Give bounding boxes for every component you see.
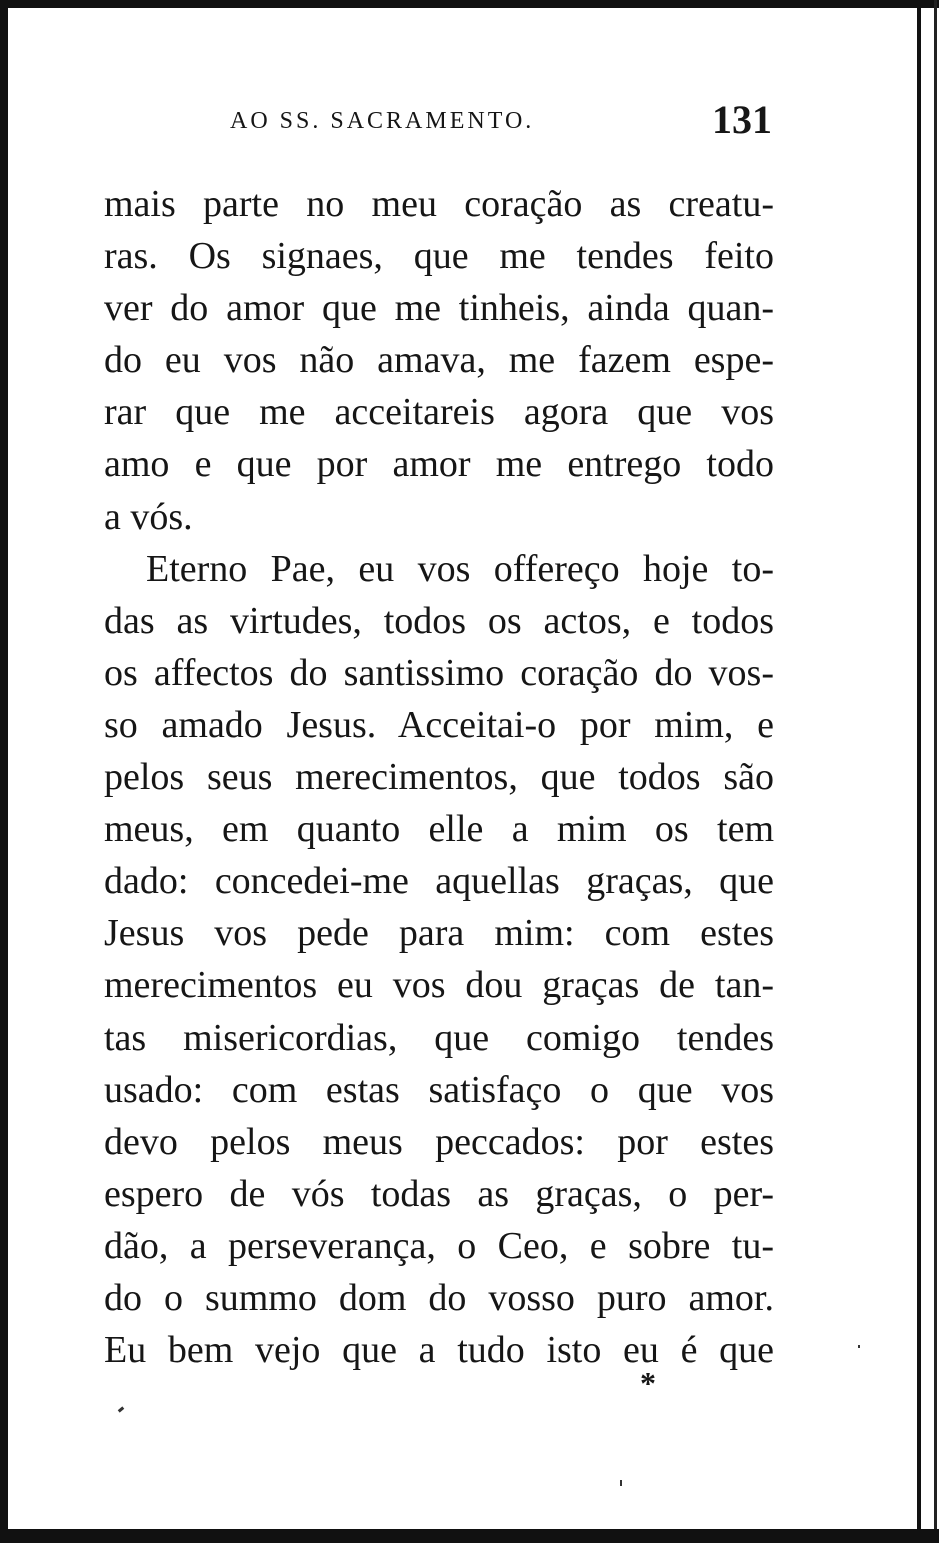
signature-mark: * <box>640 1365 656 1401</box>
text-line: devo pelos meus peccados: por estes <box>104 1120 774 1163</box>
text-line: do o summo dom do vosso puro amor. <box>104 1276 774 1319</box>
page-number: 131 <box>712 97 772 142</box>
scan-speck <box>118 1406 125 1412</box>
text-line: merecimentos eu vos dou graças de tan- <box>104 964 774 1007</box>
text-line: rar que me acceitareis agora que vos <box>104 391 774 434</box>
text-line: pelos seus merecimentos, que todos são <box>104 756 774 799</box>
text-line: mais parte no meu coração as creatu- <box>104 183 774 225</box>
text-line: a vós. <box>104 495 193 538</box>
text-line: os affectos do santissimo coração do vos- <box>104 651 774 694</box>
text-line: ras. Os signaes, que me tendes feito <box>104 235 774 278</box>
body-text <box>104 178 774 1376</box>
text-line: so amado Jesus. Acceitai-o por mim, e <box>104 703 774 746</box>
text-line: das as virtudes, todos os actos, e todos <box>104 599 774 642</box>
paragraph-start-line: Eterno Pae, eu vos offereço hoje to- <box>146 547 774 590</box>
scan-border-right <box>917 0 921 1543</box>
scan-speck <box>620 1480 622 1486</box>
text-line: amo e que por amor me entrego todo <box>104 443 774 486</box>
text-line: espero de vós todas as graças, o per- <box>104 1172 774 1215</box>
text-line: usado: com estas satisfaço o que vos <box>104 1068 774 1111</box>
scan-border-top <box>0 0 939 8</box>
text-line: Eu bem vejo que a tudo isto eu é que <box>104 1329 774 1372</box>
scan-border-left <box>0 0 8 1543</box>
scan-speck <box>858 1345 860 1348</box>
text-line: meus, em quanto elle a mim os tem <box>104 808 774 851</box>
running-head: AO SS. SACRAMENTO. <box>230 108 535 134</box>
page-edge <box>934 0 937 1543</box>
text-line: ver do amor que me tinheis, ainda quan- <box>104 287 774 330</box>
text-line: tas misericordias, que comigo tendes <box>104 1016 774 1059</box>
text-line: do eu vos não amava, me fazem espe- <box>104 339 774 382</box>
scan-border-bottom <box>0 1529 939 1543</box>
text-line: dado: concedei-me aquellas graças, que <box>104 860 774 903</box>
text-line: Jesus vos pede para mim: com estes <box>104 912 774 955</box>
text-line: dão, a perseverança, o Ceo, e sobre tu- <box>104 1224 774 1267</box>
